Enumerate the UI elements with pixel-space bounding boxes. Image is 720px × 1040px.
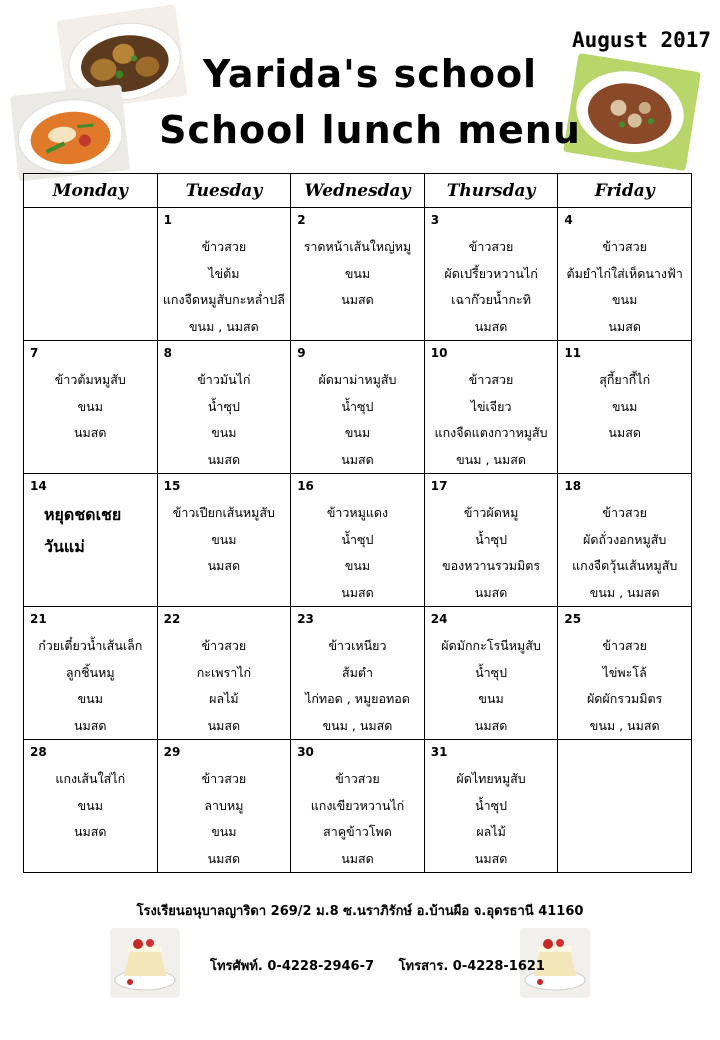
menu-item: สาคูข้าวโพด — [323, 824, 392, 839]
menu-items — [291, 234, 424, 314]
menu-item: ข้าวต้มหมูสับ — [54, 372, 126, 387]
menu-item: ขนม , นมสด — [322, 717, 393, 733]
day-cell — [157, 208, 291, 341]
day-number: 30 — [297, 745, 314, 759]
menu-item: ผลไม้ — [476, 824, 506, 839]
menu-item: นมสด — [608, 425, 641, 440]
header-thursday: Thursday — [424, 174, 558, 208]
menu-item: ข้าวสวย — [602, 239, 647, 254]
menu-item: ข้าวสวย — [468, 372, 514, 387]
menu-item: ข้าวสวย — [201, 638, 247, 653]
day-cell — [558, 208, 692, 341]
menu-item: ข้าวหมูแดง — [326, 505, 389, 520]
menu-item: ไข่เจียว — [470, 398, 512, 414]
menu-items — [425, 633, 558, 739]
day-cell — [558, 607, 692, 740]
menu-item: แกงเส้นใส่ไก่ — [55, 771, 126, 786]
day-number: 9 — [297, 346, 306, 360]
menu-item: ขนม — [77, 691, 103, 706]
menu-item: ผัดผักรวมมิตร — [586, 691, 663, 706]
menu-items — [291, 500, 424, 606]
menu-item: กะเพราไก่ — [196, 664, 252, 680]
day-number: 2 — [297, 213, 306, 227]
menu-item: น้ำซุป — [207, 398, 240, 414]
menu-item: ราดหน้าเส้นใหญ่หมู — [303, 239, 412, 254]
menu-item: ผัดมักกะโรนีหมูสับ — [441, 638, 541, 653]
day-number: 24 — [430, 612, 448, 626]
tom-yum-noodle-photo — [10, 84, 130, 181]
menu-item: นมสด — [74, 717, 107, 733]
menu-item: นมสด — [474, 717, 508, 733]
menu-item: ข้าวสวย — [201, 239, 247, 254]
day-number: 16 — [297, 479, 314, 493]
day-number: 28 — [30, 745, 47, 759]
menu-items — [158, 367, 291, 473]
menu-item: นมสด — [341, 292, 374, 307]
day-number: 14 — [30, 479, 47, 493]
cake-dessert-photo-left — [110, 928, 180, 998]
day-cell — [291, 474, 425, 607]
weekday-header-row — [24, 174, 692, 208]
menu-item: ข้าวสวย — [201, 771, 247, 786]
day-cell — [24, 208, 158, 341]
menu-item: นมสด — [207, 451, 241, 467]
menu-items — [558, 234, 691, 340]
menu-item: ข้าวสวย — [335, 771, 380, 786]
menu-item: ขนม — [77, 797, 103, 813]
menu-items — [24, 633, 157, 739]
day-number: 10 — [430, 346, 448, 360]
menu-title: School lunch menu — [159, 108, 581, 152]
menu-item: ขนม , นมสด — [188, 318, 259, 334]
contact-line — [210, 955, 565, 976]
day-number: 18 — [564, 479, 582, 493]
day-cell — [424, 740, 558, 873]
day-cell — [157, 740, 291, 873]
menu-items — [291, 766, 424, 872]
menu-items — [24, 766, 157, 846]
day-cell — [558, 740, 692, 873]
day-cell — [157, 607, 291, 740]
menu-items — [558, 367, 691, 447]
day-cell — [424, 607, 558, 740]
day-cell — [157, 341, 291, 474]
menu-item: นมสด — [207, 558, 241, 573]
month-label: August 2017 — [572, 28, 712, 52]
menu-item: ไข่พะโล้ — [602, 664, 647, 680]
menu-item: ผัดมาม่าหมูสับ — [318, 372, 397, 387]
menu-item: น้ำซุป — [341, 398, 374, 414]
menu-item: ผัดถั่วงอกหมูสับ — [583, 531, 667, 547]
menu-items — [158, 766, 291, 872]
menu-item: ข้าวสวย — [602, 638, 647, 653]
menu-items — [158, 234, 291, 340]
menu-item: แกงจืดหมูสับกะหล่ำปลี — [162, 292, 285, 307]
menu-item: นมสด — [474, 584, 508, 600]
week-row — [24, 740, 692, 873]
menu-item: ข้าวเหนียว — [328, 638, 387, 653]
menu-items — [425, 766, 558, 872]
day-cell — [291, 341, 425, 474]
menu-item: ขนม — [77, 398, 103, 414]
menu-item: ผัดไทยหมูสับ — [456, 771, 526, 786]
menu-item: นมสด — [207, 717, 241, 733]
menu-items — [291, 367, 424, 473]
day-cell — [24, 607, 158, 740]
header-wednesday: Wednesday — [291, 174, 425, 208]
day-cell — [157, 474, 291, 607]
menu-item: น้ำซุป — [475, 664, 508, 680]
menu-item: นมสด — [74, 824, 107, 839]
menu-item: นมสด — [608, 318, 641, 334]
menu-item: ข้าวเปียกเส้นหมูสับ — [172, 505, 275, 520]
day-cell — [424, 474, 558, 607]
day-cell — [558, 341, 692, 474]
lunch-calendar — [23, 173, 692, 873]
menu-item: ข้าวมันไก่ — [197, 372, 251, 387]
menu-item: ขนม — [344, 558, 371, 573]
day-cell — [24, 740, 158, 873]
menu-item: นมสด — [341, 850, 374, 866]
menu-item: ขนม — [211, 425, 237, 440]
menu-items — [425, 234, 558, 340]
day-number: 21 — [30, 612, 47, 626]
menu-item: ข้าวผัดหมู — [463, 505, 519, 520]
holiday-line: วันแม่ — [44, 537, 85, 556]
menu-item: ของหวานรวมมิตร — [442, 558, 541, 573]
menu-item: เฉาก๊วยน้ำกะทิ — [451, 292, 531, 307]
menu-item: ลูกชิ้นหมู — [65, 664, 115, 680]
menu-item: ไข่ต้ม — [208, 265, 240, 281]
week-row — [24, 208, 692, 341]
menu-item: แกงจืดแตงกวาหมูสับ — [434, 425, 548, 440]
week-row — [24, 474, 692, 607]
fax-number: โทรสาร. 0-4228-1621 — [398, 959, 545, 974]
day-number — [558, 740, 691, 763]
day-number: 7 — [30, 346, 39, 360]
menu-item: ลาบหมู — [204, 797, 244, 813]
day-number: 22 — [163, 612, 181, 626]
day-number: 29 — [163, 745, 181, 759]
menu-item: ขนม — [612, 398, 638, 414]
day-cell — [424, 341, 558, 474]
menu-item: ขนม — [478, 691, 504, 706]
menu-item: ขนม — [344, 265, 371, 281]
school-address: โรงเรียนอนุบาลญาริดา 269/2 ม.8 ซ.นราภิรักษ์ อ.บ้านผือ จ.อุดรธานี 41160 — [136, 904, 584, 919]
menu-item: นมสด — [341, 451, 374, 467]
menu-item: น้ำซุป — [475, 531, 508, 547]
menu-item: นมสด — [474, 850, 508, 866]
menu-item: ส้มตำ — [341, 664, 373, 680]
menu-item: นมสด — [207, 850, 241, 866]
menu-item: สุกี้ยากี้ไก่ — [599, 372, 651, 387]
menu-item: ก๋วยเตี๋ยวน้ำเส้นเล็ก — [38, 638, 143, 653]
menu-item: ขนม — [211, 531, 237, 547]
week-row — [24, 607, 692, 740]
day-number: 31 — [430, 745, 448, 759]
menu-item: ต้มยำไก่ใส่เห็ดนางฟ้า — [566, 265, 683, 281]
menu-item: ไก่ทอด , หมูยอทอด — [305, 691, 410, 706]
menu-item: น้ำซุป — [475, 797, 508, 813]
menu-item: ขนม — [612, 292, 638, 307]
menu-item: นมสด — [74, 425, 107, 440]
menu-items — [24, 367, 157, 447]
day-number: 23 — [297, 612, 314, 626]
menu-item: ขนม , นมสด — [589, 584, 660, 600]
menu-item: ขนม — [211, 824, 237, 839]
phone-number: โทรศัพท์. 0-4228-2946-7 — [210, 959, 375, 974]
day-number: 3 — [430, 213, 440, 227]
holiday-note — [24, 499, 157, 563]
menu-item: ขนม , นมสด — [589, 717, 660, 733]
menu-items — [425, 500, 558, 606]
day-number: 1 — [163, 213, 172, 227]
menu-item: ข้าวสวย — [602, 505, 647, 520]
menu-items — [425, 367, 558, 473]
day-cell — [24, 474, 158, 607]
day-cell — [558, 474, 692, 607]
calendar-body — [24, 208, 692, 873]
day-number: 4 — [564, 213, 573, 227]
header-tuesday: Tuesday — [157, 174, 291, 208]
week-row — [24, 341, 692, 474]
menu-item: ผลไม้ — [209, 691, 239, 706]
day-number: 25 — [564, 612, 582, 626]
day-number: 15 — [163, 479, 181, 493]
header-friday: Friday — [558, 174, 692, 208]
menu-item: ขนม , นมสด — [456, 451, 526, 467]
menu-item: ข้าวสวย — [468, 239, 514, 254]
header-monday: Monday — [24, 174, 158, 208]
menu-items — [158, 633, 291, 739]
holiday-line: หยุดชดเชย — [44, 505, 122, 524]
school-name: Yarida's school — [202, 52, 538, 96]
day-number: 11 — [564, 346, 582, 360]
day-cell — [291, 740, 425, 873]
day-cell — [24, 341, 158, 474]
menu-item: ผัดเปรี้ยวหวานไก่ — [444, 265, 538, 281]
day-cell — [291, 607, 425, 740]
menu-item: แกงจืดวุ้นเส้นหมูสับ — [572, 558, 678, 573]
day-number: 8 — [163, 346, 172, 360]
menu-items — [558, 633, 691, 739]
menu-items — [558, 500, 691, 606]
menu-items — [158, 500, 291, 580]
day-cell — [424, 208, 558, 341]
menu-item: นมสด — [341, 584, 374, 600]
day-cell — [291, 208, 425, 341]
day-number: 17 — [430, 479, 448, 493]
menu-item: ขนม — [344, 425, 371, 440]
menu-item: แกงเขียวหวานไก่ — [310, 797, 405, 813]
menu-items — [291, 633, 424, 739]
day-number — [24, 208, 157, 231]
menu-item: นมสด — [474, 318, 508, 334]
menu-item: น้ำซุป — [341, 531, 374, 547]
